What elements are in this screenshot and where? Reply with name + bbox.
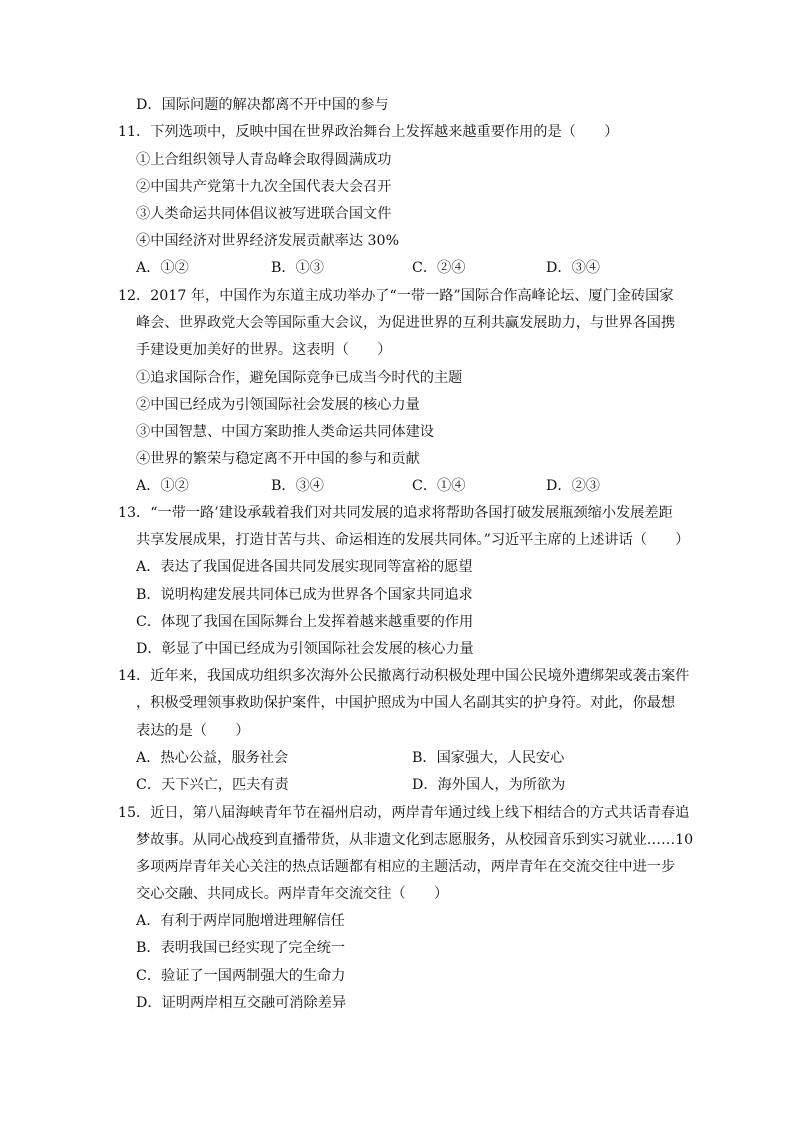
q13-option-b: B．说明构建发展共同体已成为世界各个国家共同追求	[136, 587, 473, 603]
q11-stem: 11．下列选项中，反映中国在世界政治舞台上发挥越来越重要作用的是（ ）	[118, 124, 619, 140]
q12-stem-line-3: 手建设更加美好的世界。这表明（ ）	[136, 342, 392, 358]
q11-item-3: ③人类命运共同体倡议被写进联合国文件	[136, 206, 392, 222]
q13-option-d: D．彰显了中国已经成为引领国际社会发展的核心力量	[136, 641, 474, 657]
q13-option-c: C．体现了我国在国际舞台上发挥着越来越重要的作用	[136, 614, 474, 630]
q15-option-b: B．表明我国已经实现了完全统一	[136, 940, 346, 956]
q11-item-4: ④中国经济对世界经济发展贡献率达 30%	[136, 233, 400, 249]
q12-option-a: A．①②	[136, 478, 189, 494]
q10-option-d: D．国际问题的解决都离不开中国的参与	[136, 97, 389, 113]
q14-option-a: A．热心公益，服务社会	[136, 750, 289, 766]
q15-stem-line-2: 梦故事。从同心战疫到直播带货，从非遗文化到志愿服务，从校园音乐到实习就业……10	[136, 832, 694, 848]
q14-stem-line-3: 表达的是（ ）	[136, 723, 250, 739]
q11-option-a: A．①②	[136, 260, 189, 276]
q12-option-d: D．②③	[546, 478, 600, 494]
q11-option-d: D．③④	[546, 260, 600, 276]
q12-stem-line-1: 12．2017 年，中国作为东道主成功举办了“一带一路”国际合作高峰论坛、厦门金砖国家	[118, 288, 674, 304]
q14-option-b: B．国家强大，人民安心	[412, 750, 565, 766]
q13-option-a: A．表达了我国促进各国共同发展实现同等富裕的愿望	[136, 559, 473, 575]
q13-stem-line-1: 13．“一带一路’建设承载着我们对共同发展的追求将帮助各国打破发展瓶颈缩小发展差距	[118, 505, 673, 521]
q15-option-c: C．验证了一国两制强大的生命力	[136, 968, 346, 984]
q12-item-2: ②中国已经成为引领国际社会发展的核心力量	[136, 397, 420, 413]
q14-option-d: D．海外国人，为所欲为	[412, 777, 566, 793]
q15-stem-line-4: 交心交融、共同成长。两岸青年交流交往（ ）	[136, 886, 449, 902]
q11-item-1: ①上合组织领导人青岛峰会取得圆满成功	[136, 152, 392, 168]
q15-stem-line-1: 15．近日，第八届海峡青年节在福州启动，两岸青年通过线上线下相结合的方式共话青春追	[118, 805, 690, 821]
q14-stem-line-2: ，积极受理领事救助保护案件，中国护照成为中国人名副其实的护身符。对此，你最想	[136, 695, 676, 711]
q13-stem-line-2: 共享发展成果，打造甘苦与共、命运相连的发展共同体。”习近平主席的上述讲话（ ）	[136, 532, 690, 548]
q15-option-a: A．有利于两岸同胞增进理解信任	[136, 913, 345, 929]
q12-option-c: C．①④	[412, 478, 466, 494]
q11-option-b: B．①③	[271, 260, 324, 276]
q11-item-2: ②中国共产党第十九次全国代表大会召开	[136, 179, 392, 195]
q12-item-4: ④世界的繁荣与稳定离不开中国的参与和贡献	[136, 451, 420, 467]
q12-option-b: B．③④	[271, 478, 324, 494]
q15-option-d: D．证明两岸相互交融可消除差异	[136, 995, 347, 1011]
q12-item-3: ③中国智慧、中国方案助推人类命运共同体建设	[136, 424, 434, 440]
q15-stem-line-3: 多项两岸青年关心关注的热点话题都有相应的主题活动，两岸青年在交流交往中进一步	[136, 859, 676, 875]
q12-stem-line-2: 峰会、世界政党大会等国际重大会议，为促进世界的互利共赢发展助力，与世界各国携	[136, 315, 676, 331]
q11-option-c: C．②④	[412, 260, 466, 276]
q12-item-1: ①追求国际合作，避免国际竞争已成当今时代的主题	[136, 370, 463, 386]
q14-option-c: C．天下兴亡，匹夫有责	[136, 777, 289, 793]
q14-stem-line-1: 14．近年来，我国成功组织多次海外公民撤离行动积极处理中国公民境外遭绑架或袭击案件	[118, 668, 690, 684]
